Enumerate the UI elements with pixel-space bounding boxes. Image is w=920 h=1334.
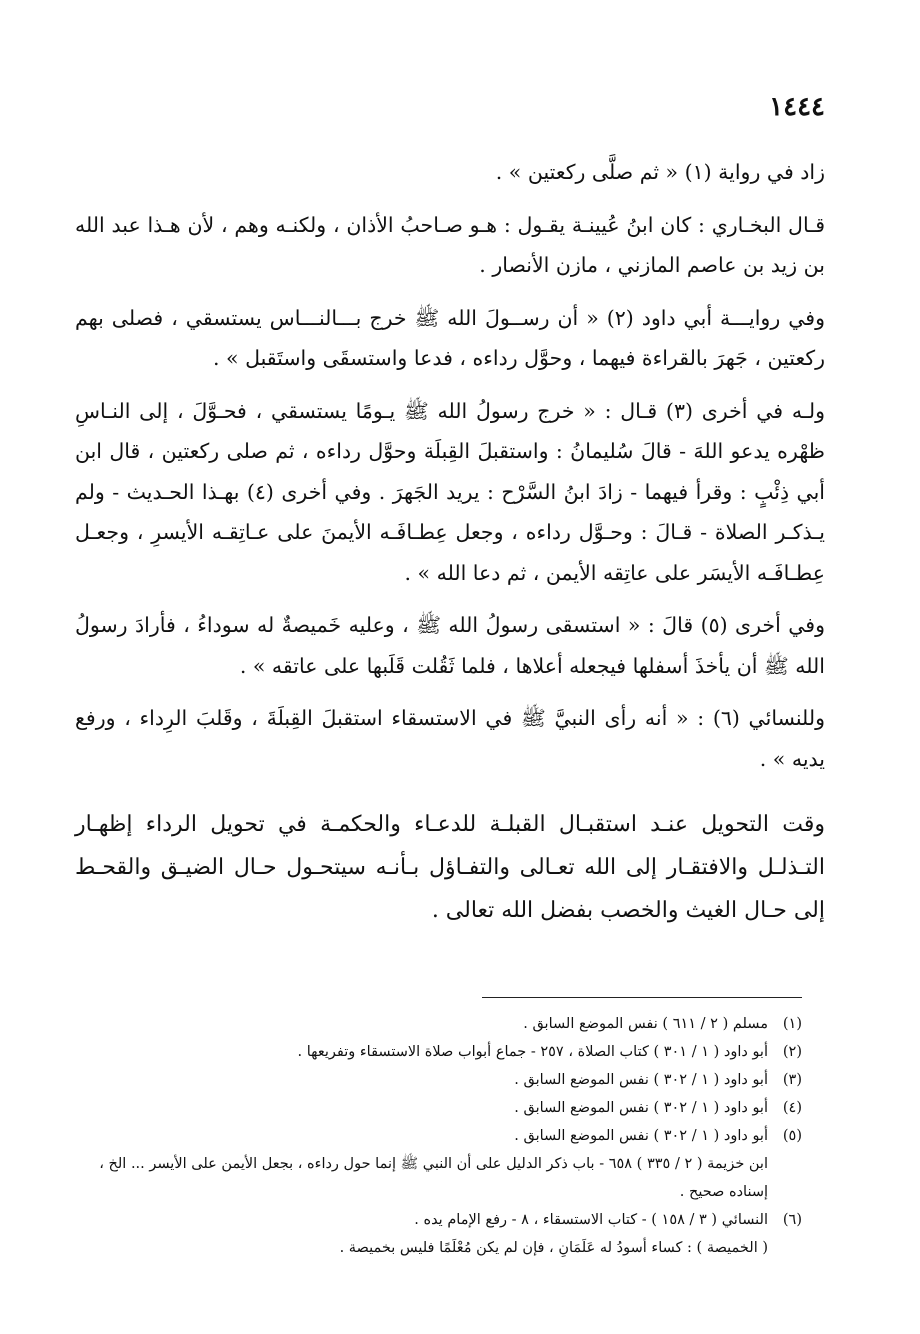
paragraph: وفي أخرى (٥) قالَ : « استسقى رسولُ الله ﷺ ، وعليه خَميصةٌ له سوداءُ ، فأرادَ رسولُ الله ﷺ أن يأخذَ أسفلها فيجعله أعلاها ، فلما ثَقُلت قَلَبها على عاتقه » . — [75, 613, 825, 678]
paragraph: زاد في رواية (١) « ثم صلَّى ركعتين » . — [495, 160, 825, 184]
footnote-number: (٤) — [782, 1100, 802, 1116]
footnote-text: أبو داود ( ١ / ٣٠٢ ) نفس الموضع السابق . — [514, 1128, 768, 1144]
footnote — [70, 1066, 802, 1094]
footnote-number: (٦) — [782, 1212, 802, 1228]
footnote-continuation — [70, 1234, 802, 1262]
footnotes — [70, 1010, 802, 1262]
footnote-number: (٣) — [782, 1072, 802, 1088]
paragraph: وفي روايـــة أبي داود (٢) « أن رســولَ الله ﷺ خرج بـــالنـــاس يستسقي ، فصلى بهم ركعتين ، جَهرَ بالقراءة فيهما ، وحوَّل رداءه ، فدعا واستسقَى واستَقبل » . — [75, 305, 825, 370]
paragraph: ولـه في أخرى (٣) قـال : « خرج رسولُ الله ﷺ يـومًا يستسقي ، فحـوَّلَ ، إلى النـاسِ ظهْره يدعو اللهَ - قالَ سُليمانُ : واستقبلَ القِبلَة وحوَّل رداءه ، ثم صلى ركعتين ، قال ابن أبي ذِئْبٍ : وقرأ فيهما - زادَ ابنُ السَّرْح : يريد الجَهرَ . وفي أخرى (٤) بهـذا الحـديث - ولم يـذكـر الصلاة - قـالَ : وحـوَّل رداءه ، وجعل عِطـافَـه الأيمنَ على عـاتِقـه الأيسرِ ، وجعـل عِطـافَـه الأيسَر على عاتِقه الأيمن ، ثم دعا الله » . — [75, 398, 826, 585]
footnote — [70, 1038, 802, 1066]
footnote-separator — [482, 997, 802, 998]
footnote-number: (٢) — [782, 1044, 802, 1060]
paragraph: قـال البخـاري : كان ابنُ عُيينـة يقـول : هـو صـاحبُ الأذان ، ولكنـه وهم ، لأن هـذا عبد الله بن زيد بن عاصم المازني ، مازن الأنصار . — [75, 212, 825, 277]
main-text — [75, 152, 825, 944]
page-number: ١٤٤٤ — [769, 92, 825, 122]
footnote-text: مسلم ( ٢ / ٦١١ ) نفس الموضع السابق . — [523, 1016, 768, 1032]
footnote-continuation — [70, 1150, 802, 1206]
paragraph: وللنسائي (٦) : « أنه رأى النبيَّ ﷺ في الاستسقاء استقبلَ القِبلَةَ ، وقَلبَ الرِداء ، ورفع يديه » . — [75, 706, 825, 771]
footnote — [70, 1010, 802, 1038]
footnote-text: أبو داود ( ١ / ٣٠١ ) كتاب الصلاة ، ٢٥٧ - جماع أبواب صلاة الاستسقاء وتفريعها . — [297, 1044, 768, 1060]
footnote-text: ابن خزيمة ( ٢ / ٣٣٥ ) ٦٥٨ - باب ذكر الدليل على أن النبي ﷺ إنما حول رداءه ، بجعل الأيمن على الأيسر ... الخ ، إسناده صحيح . — [99, 1156, 768, 1200]
footnote-text: ( الخميصة ) : كساء أسودُ له عَلَمَانِ ، فإن لم يكن مُعْلَمًا فليس بخميصة . — [339, 1240, 768, 1256]
footnote-text: النسائي ( ٣ / ١٥٨ ) - كتاب الاستسقاء ، ٨ - رفع الإمام يده . — [414, 1212, 768, 1228]
footnote — [70, 1122, 802, 1150]
footnote-text: أبو داود ( ١ / ٣٠٢ ) نفس الموضع السابق . — [514, 1072, 768, 1088]
paragraph-conclusion: وقت التحويل عنـد استقبـال القبلـة للدعـاء والحكمـة في تحويل الرداء إظهـار التـذلـل والافتقـار إلى الله تعـالى والتفـاؤل بـأنـه سيتحـول حـال الضيـق والقحـط إلى حـال الغيث والخصب بفضل الله تعالى . — [75, 812, 825, 923]
footnote-number: (١) — [782, 1016, 802, 1032]
footnote — [70, 1206, 802, 1234]
footnote-text: أبو داود ( ١ / ٣٠٢ ) نفس الموضع السابق . — [514, 1100, 768, 1116]
footnote-number: (٥) — [782, 1128, 802, 1144]
footnote — [70, 1094, 802, 1122]
